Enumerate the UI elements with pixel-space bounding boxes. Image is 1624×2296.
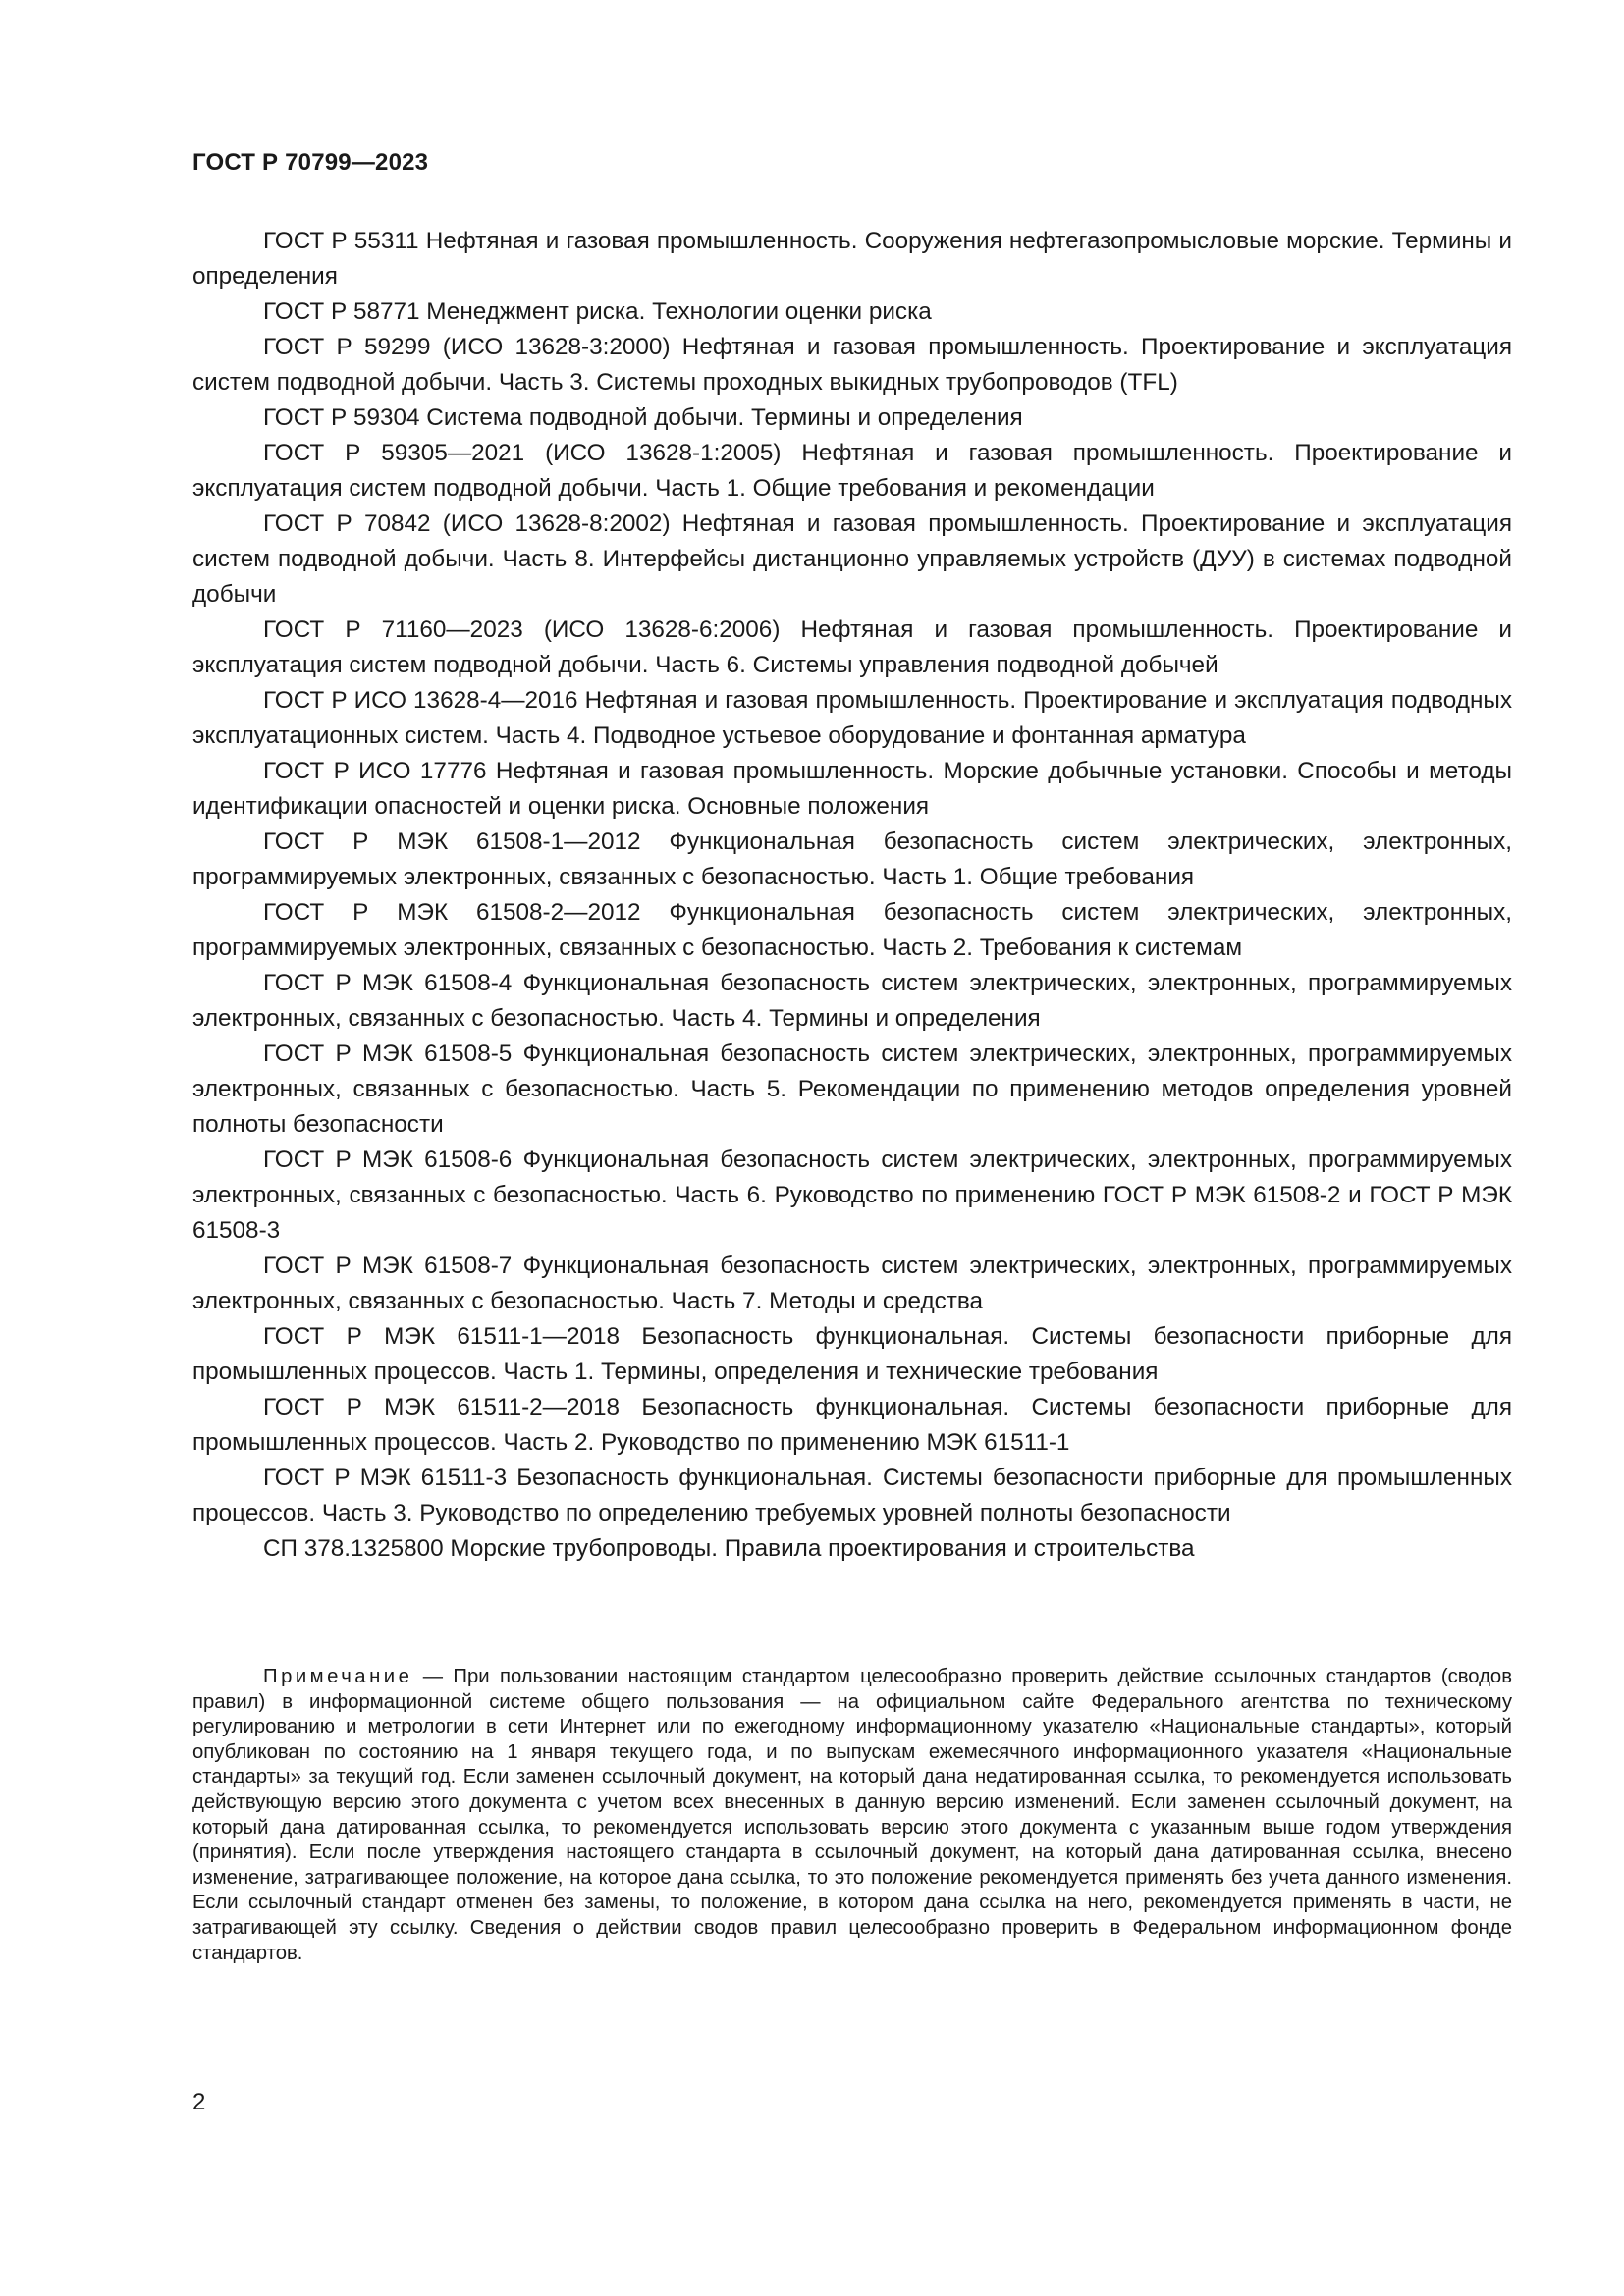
reference-item: ГОСТ Р МЭК 61511-2—2018 Безопасность функциональная. Системы безопасности приборные для промышленных процессов. Часть 2. Руководство по применению МЭК 61511-1 bbox=[192, 1394, 1512, 1456]
reference-item: СП 378.1325800 Морские трубопроводы. Правила проектирования и строительства bbox=[263, 1535, 1195, 1562]
reference-item: ГОСТ Р МЭК 61508-4 Функциональная безопасность систем электрических, электронных, программируемых электронных, связанных с безопасностью. Часть 4. Термины и определения bbox=[192, 970, 1512, 1032]
reference-item: ГОСТ Р МЭК 61508-7 Функциональная безопасность систем электрических, электронных, программируемых электронных, связанных с безопасностью. Часть 7. Методы и средства bbox=[192, 1253, 1512, 1314]
reference-item: ГОСТ Р ИСО 13628-4—2016 Нефтяная и газовая промышленность. Проектирование и эксплуатация подводных эксплуатационных систем. Часть 4. Подводное устьевое оборудование и фонтанная арматура bbox=[192, 687, 1512, 749]
note-paragraph bbox=[192, 1665, 1512, 1966]
reference-item: ГОСТ Р 55311 Нефтяная и газовая промышленность. Сооружения нефтегазопромысловые морские. Термины и определения bbox=[192, 228, 1512, 290]
reference-item: ГОСТ Р 58771 Менеджмент риска. Технологии оценки риска bbox=[263, 298, 932, 325]
reference-item: ГОСТ Р 59304 Система подводной добычи. Термины и определения bbox=[263, 404, 1023, 431]
page-number: 2 bbox=[192, 2089, 206, 2115]
reference-item: ГОСТ Р МЭК 61511-1—2018 Безопасность функциональная. Системы безопасности приборные для промышленных процессов. Часть 1. Термины, определения и технические требования bbox=[192, 1323, 1512, 1385]
note-label: Примечание bbox=[263, 1666, 413, 1687]
note-text: — При пользовании настоящим стандартом целесообразно проверить действие ссылочных стандартов (сводов правил) в информационной системе общего пользования — на официальном сайте Федерального агентства по техническому регулированию и метрологии в сети Интернет или по ежегодному информационному указателю «Национальные стандарты», который опубликован по состоянию на 1 января текущего года, и по выпускам ежемесячного информационного указателя «Национальные стандарты» за текущий год. Если заменен ссылочный документ, на который дана недатированная ссылка, то рекомендуется использовать действующую версию этого документа с учетом всех внесенных в данную версию изменений. Если заменен ссылочный документ, на который дана датированная ссылка, то рекомендуется использовать версию этого документа с указанным выше годом утверждения (принятия). Если после утверждения настоящего стандарта в ссылочный документ, на который дана датированная ссылка, внесено изменение, затрагивающее положение, на которое дана ссылка, то это положение рекомендуется применять без учета данного изменения. Если ссылочный стандарт отменен без замены, то положение, в котором дана ссылка на него, рекомендуется применять в части, не затрагивающей эту ссылку. Сведения о действии сводов правил целесообразно проверить в Федеральном информационном фонде стандартов. bbox=[192, 1666, 1512, 1964]
document-header: ГОСТ Р 70799—2023 bbox=[192, 149, 429, 176]
normative-references-list bbox=[192, 224, 1512, 1567]
reference-item: ГОСТ Р 59299 (ИСО 13628-3:2000) Нефтяная и газовая промышленность. Проектирование и эксплуатация систем подводной добычи. Часть 3. Системы проходных выкидных трубопроводов (TFL) bbox=[192, 334, 1512, 396]
reference-item: ГОСТ Р 59305—2021 (ИСО 13628-1:2005) Нефтяная и газовая промышленность. Проектирование и эксплуатация систем подводной добычи. Часть 1. Общие требования и рекомендации bbox=[192, 440, 1512, 502]
reference-item: ГОСТ Р МЭК 61508-6 Функциональная безопасность систем электрических, электронных, программируемых электронных, связанных с безопасностью. Часть 6. Руководство по применению ГОСТ Р МЭК 61508-2 и ГОСТ Р МЭК 61508-3 bbox=[192, 1147, 1512, 1244]
reference-item: ГОСТ Р МЭК 61508-2—2012 Функциональная безопасность систем электрических, электронных, программируемых электронных, связанных с безопасностью. Часть 2. Требования к системам bbox=[192, 899, 1512, 961]
reference-item: ГОСТ Р 70842 (ИСО 13628-8:2002) Нефтяная и газовая промышленность. Проектирование и эксплуатация систем подводной добычи. Часть 8. Интерфейсы дистанционно управляемых устройств (ДУУ) в системах подводной добычи bbox=[192, 510, 1512, 608]
reference-item: ГОСТ Р МЭК 61511-3 Безопасность функциональная. Системы безопасности приборные для промышленных процессов. Часть 3. Руководство по определению требуемых уровней полноты безопасности bbox=[192, 1465, 1512, 1526]
reference-item: ГОСТ Р МЭК 61508-1—2012 Функциональная безопасность систем электрических, электронных, программируемых электронных, связанных с безопасностью. Часть 1. Общие требования bbox=[192, 828, 1512, 890]
reference-item: ГОСТ Р МЭК 61508-5 Функциональная безопасность систем электрических, электронных, программируемых электронных, связанных с безопасностью. Часть 5. Рекомендации по применению методов определения уровней полноты безопасности bbox=[192, 1041, 1512, 1138]
reference-item: ГОСТ Р ИСО 17776 Нефтяная и газовая промышленность. Морские добычные установки. Способы и методы идентификации опасностей и оценки риска. Основные положения bbox=[192, 758, 1512, 820]
reference-item: ГОСТ Р 71160—2023 (ИСО 13628-6:2006) Нефтяная и газовая промышленность. Проектирование и эксплуатация систем подводной добычи. Часть 6. Системы управления подводной добычей bbox=[192, 616, 1512, 678]
